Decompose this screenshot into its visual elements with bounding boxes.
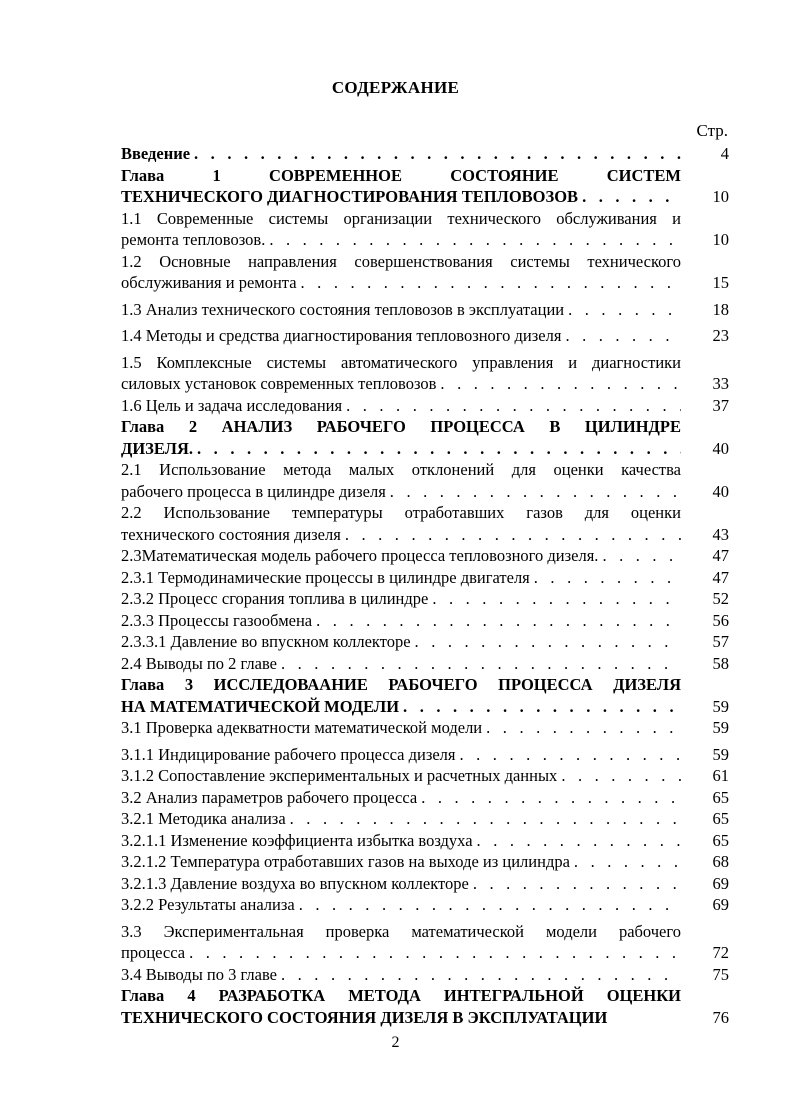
dot-leader (530, 567, 681, 589)
toc-entry-page: 56 (712, 610, 729, 630)
toc-entry-page: 47 (712, 546, 729, 565)
dot-leader (456, 744, 682, 766)
dot-leader (598, 545, 681, 567)
toc-entry-page: 40 (712, 481, 729, 501)
toc-entry-page: 4 (720, 144, 729, 163)
dot-leader (277, 653, 681, 675)
toc-entry-title: 1.5 Комплексные системы автоматического управления и диагностики (121, 352, 681, 372)
dot-leader (193, 438, 681, 460)
dot-leader (297, 272, 681, 294)
toc-entry-title: 3.2.1 Методика анализа (121, 809, 286, 828)
toc-entry-title: рабочего процесса в цилиндре дизеля (121, 481, 386, 501)
toc-entry-title: 3.2 Анализ параметров рабочего процесса (121, 787, 418, 807)
toc-entry-page: 52 (712, 589, 729, 608)
toc-entry (121, 165, 729, 208)
toc-entry-page: 57 (712, 632, 729, 651)
toc-entry-title: 2.3.3 Процессы газообмена (121, 610, 313, 630)
toc-entry-page: 69 (712, 895, 729, 914)
toc-entry-page: 65 (712, 830, 729, 850)
toc-entry-title: ТЕХНИЧЕСКОГО ДИАГНОСТИРОВАНИЯ ТЕПЛОВОЗОВ (121, 187, 579, 206)
dot-leader (341, 524, 681, 546)
toc-entry (121, 347, 729, 395)
toc-entry (121, 502, 729, 545)
toc-entry (121, 320, 729, 347)
toc-entry-page: 59 (712, 696, 729, 716)
dot-leader (564, 299, 681, 321)
toc-entry-page: 59 (712, 718, 729, 737)
dot-leader (342, 395, 681, 417)
toc-entry-page: 10 (712, 230, 729, 249)
toc-entry-title: ремонта тепловозов. (121, 230, 266, 249)
toc-entry (121, 208, 729, 251)
dot-leader (411, 631, 681, 653)
toc-entry (121, 787, 729, 809)
dot-leader (482, 717, 681, 739)
toc-entry (121, 653, 729, 675)
dot-leader (265, 229, 681, 251)
toc-entry-title: 2.3.1 Термодинамические процессы в цилиндре двигателя (121, 567, 530, 587)
dot-leader (277, 964, 681, 986)
toc-entry-title: 3.1.1 Индицирование рабочего процесса дизеля (121, 744, 456, 764)
toc-entry-title: 2.2 Использование температуры отработавших газов для оценки (121, 503, 681, 522)
toc-entry-page: 68 (712, 852, 729, 871)
toc-entry-page: 43 (712, 524, 729, 544)
toc-entry (121, 830, 729, 852)
dot-leader (570, 851, 681, 873)
toc-entry-title: 2.1 Использование метода малых отклонений для оценки качества (121, 460, 681, 479)
toc-entry-title: 2.3.3.1 Давление во впускном коллекторе (121, 632, 411, 651)
dot-leader (190, 143, 681, 165)
toc-entry-title: силовых установок современных тепловозов (121, 374, 437, 393)
toc-entry (121, 588, 729, 610)
toc-entry (121, 294, 729, 321)
dot-leader (436, 373, 681, 395)
toc-entry-title: 3.1 Проверка адекватности математической модели (121, 718, 483, 737)
toc-entry-page: 76 (712, 1007, 729, 1027)
dot-leader (473, 830, 681, 852)
toc-entry-title: Глава 4 РАЗРАБОТКА МЕТОДА ИНТЕГРАЛЬНОЙ ОЦЕНКИ (121, 986, 681, 1005)
dot-leader (312, 610, 681, 632)
toc-entry (121, 395, 729, 417)
toc-entry-title: ДИЗЕЛЯ. (121, 438, 194, 458)
toc-entry (121, 964, 729, 986)
toc-entry-page: 18 (712, 299, 729, 319)
toc-entry-page: 15 (712, 273, 729, 292)
toc-entry-title: 2.3Математическая модель рабочего процесса тепловозного дизеля. (121, 546, 599, 565)
toc-entry-title: 3.1.2 Сопоставление экспериментальных и расчетных данных (121, 766, 558, 785)
toc-entry-title: процесса (121, 943, 186, 962)
toc-entry (121, 610, 729, 632)
toc-entry-title: 3.4 Выводы по 3 главе (121, 964, 277, 984)
toc-entry-page: 65 (712, 809, 729, 828)
toc-entry (121, 739, 729, 766)
toc-entry-page: 61 (712, 766, 729, 785)
dot-leader (417, 787, 681, 809)
toc-entry-page: 69 (712, 873, 729, 893)
toc-entry (121, 459, 729, 502)
toc-entry-page: 23 (712, 326, 729, 345)
toc-entry-title: обслуживания и ремонта (121, 273, 297, 292)
toc-entry-title: Введение (121, 144, 191, 163)
toc-entry (121, 808, 729, 830)
toc-entry-title: 1.1 Современные системы организации технического обслуживания и (121, 208, 681, 228)
toc-entry-title: 3.2.2 Результаты анализа (121, 895, 295, 914)
toc-entry-title: Глава 2 АНАЛИЗ РАБОЧЕГО ПРОЦЕССА В ЦИЛИНДРЕ (121, 417, 681, 436)
toc-entry (121, 674, 729, 717)
toc-entry-page: 65 (712, 787, 729, 807)
toc-entry-title: ТЕХНИЧЕСКОГО СОСТОЯНИЯ ДИЗЕЛЯ В ЭКСПЛУАТАЦИИ (121, 1007, 608, 1027)
toc-entry (121, 765, 729, 787)
dot-leader (399, 696, 681, 718)
toc-entry (121, 545, 729, 567)
toc-entry-title: Глава 3 ИССЛЕДОВААНИЕ РАБОЧЕГО ПРОЦЕССА ДИЗЕЛЯ (121, 675, 681, 694)
toc-entry-page: 33 (712, 374, 729, 393)
toc-entry-title: 1.3 Анализ технического состояния тепловозов в эксплуатации (121, 299, 565, 319)
toc-entry-page: 59 (712, 744, 729, 764)
toc-entry (121, 717, 729, 739)
dot-leader (469, 873, 681, 895)
toc-entry (121, 873, 729, 895)
toc-entry-title: Глава 1 СОВРЕМЕННОЕ СОСТОЯНИЕ СИСТЕМ (121, 165, 681, 185)
toc-entry-title: 3.2.1.3 Давление воздуха во впускном коллекторе (121, 873, 469, 893)
toc-entry (121, 416, 729, 459)
dot-leader (286, 808, 681, 830)
toc-entry (121, 851, 729, 873)
toc-entry-title: технического состояния дизеля (121, 524, 341, 544)
page-title: СОДЕРЖАНИЕ (331, 78, 460, 97)
toc-entry-page: 72 (712, 943, 729, 962)
toc-entry-page: 75 (712, 964, 729, 984)
dot-leader (561, 325, 681, 347)
toc-entry-page: 10 (712, 187, 729, 206)
toc-entry (121, 916, 729, 964)
table-of-contents (121, 143, 729, 1028)
toc-entry-title: 3.2.1.1 Изменение коэффициента избытка воздуха (121, 830, 473, 850)
toc-entry-title: 1.6 Цель и задача исследования (121, 395, 343, 415)
dot-leader (386, 481, 681, 503)
footer-page-number: 2 (391, 1034, 400, 1051)
toc-entry-page: 37 (712, 395, 729, 415)
toc-entry-title: 2.3.2 Процесс сгорания топлива в цилиндре (121, 589, 429, 608)
toc-entry (121, 985, 729, 1028)
dot-leader (428, 588, 681, 610)
toc-entry-title: 1.2 Основные направления совершенствования системы технического (121, 251, 681, 271)
page-column-label: Стр. (696, 121, 728, 140)
toc-entry (121, 143, 729, 165)
toc-entry-title: 3.2.1.2 Температура отработавших газов на выходе из цилиндра (121, 852, 570, 871)
toc-entry-page: 40 (712, 438, 729, 458)
dot-leader (578, 186, 681, 208)
toc-entry-title: 2.4 Выводы по 2 главе (121, 653, 277, 673)
toc-entry (121, 631, 729, 653)
dot-leader (185, 942, 681, 964)
toc-entry-title: 3.3 Экспериментальная проверка математической модели рабочего (121, 921, 681, 941)
toc-entry-title: НА МАТЕМАТИЧЕСКОЙ МОДЕЛИ (121, 696, 400, 716)
dot-leader (557, 765, 681, 787)
dot-leader (295, 894, 681, 916)
toc-entry (121, 894, 729, 916)
toc-entry (121, 251, 729, 294)
toc-entry (121, 567, 729, 589)
toc-entry-page: 47 (712, 567, 729, 587)
toc-entry-page: 58 (712, 653, 729, 673)
toc-entry-title: 1.4 Методы и средства диагностирования тепловозного дизеля (121, 326, 562, 345)
